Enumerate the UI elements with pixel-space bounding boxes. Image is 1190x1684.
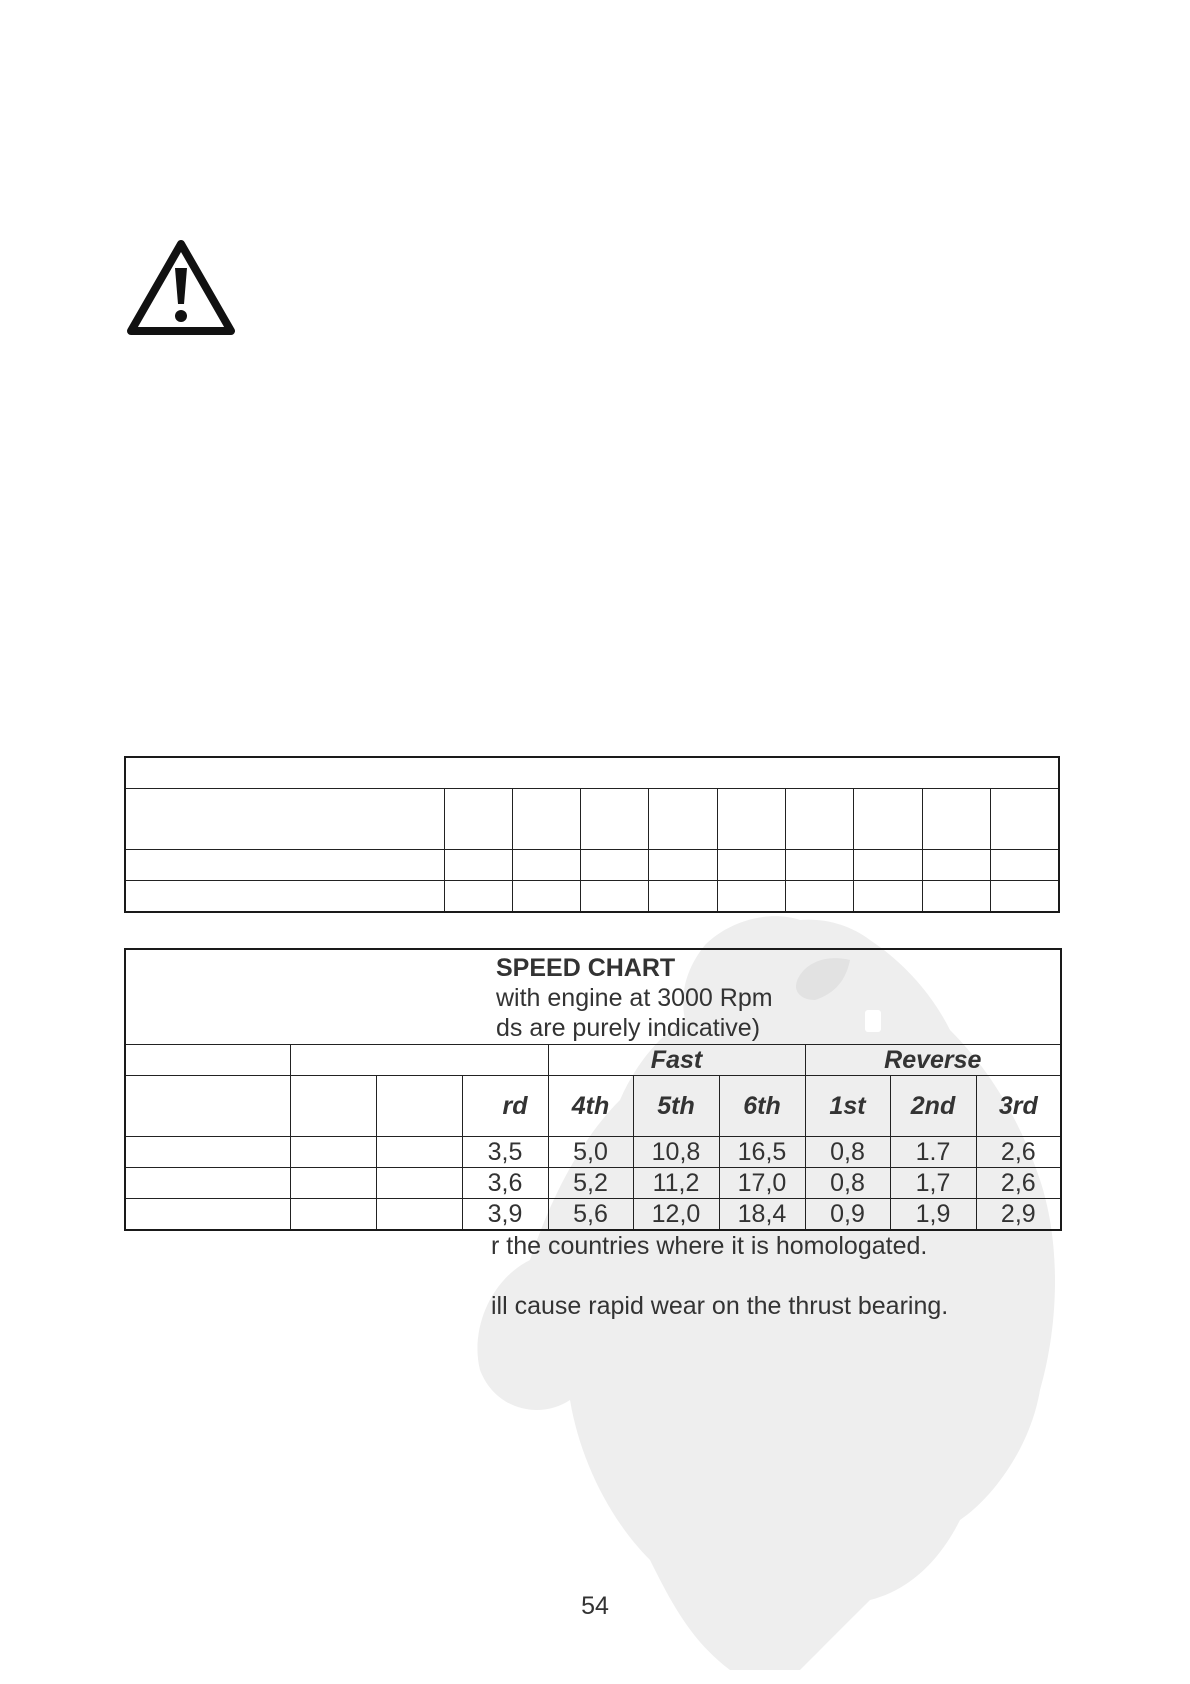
speed-cell: 3,6 bbox=[462, 1168, 548, 1199]
table-cell bbox=[512, 881, 580, 913]
group-header-reverse: Reverse bbox=[805, 1045, 1061, 1076]
speed-cell: 11,2 bbox=[633, 1168, 719, 1199]
speed-chart-subtitle-2: ds are purely indicative) bbox=[496, 1014, 761, 1042]
empty-spec-table bbox=[124, 756, 1060, 913]
speed-cell: 18,4 bbox=[719, 1199, 805, 1231]
table-cell bbox=[444, 789, 512, 850]
speed-cell: 0,8 bbox=[805, 1137, 890, 1168]
speed-cell: 5,6 bbox=[548, 1199, 633, 1231]
table-cell bbox=[991, 881, 1059, 913]
table-cell bbox=[125, 1137, 290, 1168]
speed-cell: 2,9 bbox=[976, 1199, 1061, 1231]
table-cell bbox=[512, 850, 580, 881]
table-row bbox=[125, 1137, 1061, 1168]
table-cell bbox=[854, 850, 922, 881]
table-cell bbox=[649, 881, 717, 913]
note-thrust-bearing: ill cause rapid wear on the thrust bearing. bbox=[491, 1292, 949, 1320]
table-cell bbox=[717, 850, 785, 881]
gear-header: 6th bbox=[719, 1076, 805, 1137]
speed-cell: 0,8 bbox=[805, 1168, 890, 1199]
table-row bbox=[125, 1199, 1061, 1231]
speed-cell: 5,0 bbox=[548, 1137, 633, 1168]
table-cell bbox=[290, 1137, 376, 1168]
table-cell bbox=[581, 881, 649, 913]
table-cell bbox=[991, 789, 1059, 850]
table-cell bbox=[125, 881, 444, 913]
table-cell bbox=[125, 789, 444, 850]
table-cell bbox=[922, 881, 990, 913]
note-homologation: r the countries where it is homologated. bbox=[491, 1232, 928, 1260]
table-cell bbox=[649, 789, 717, 850]
table-cell bbox=[376, 1137, 462, 1168]
table-row bbox=[125, 1168, 1061, 1199]
table-cell bbox=[854, 881, 922, 913]
table-cell bbox=[581, 850, 649, 881]
table-cell bbox=[125, 757, 1059, 789]
speed-cell: 0,9 bbox=[805, 1199, 890, 1231]
table-cell bbox=[125, 1168, 290, 1199]
speed-cell: 17,0 bbox=[719, 1168, 805, 1199]
gear-header: 5th bbox=[633, 1076, 719, 1137]
gear-header: 3rd bbox=[976, 1076, 1061, 1137]
speed-cell: 2,6 bbox=[976, 1168, 1061, 1199]
table-cell bbox=[376, 1076, 462, 1137]
speed-chart-title: SPEED CHART bbox=[496, 954, 676, 982]
gear-header: 4th bbox=[548, 1076, 633, 1137]
speed-chart-header bbox=[125, 949, 1061, 1045]
table-cell bbox=[991, 850, 1059, 881]
speed-cell: 10,8 bbox=[633, 1137, 719, 1168]
table-cell bbox=[786, 789, 854, 850]
gear-header: 2nd bbox=[890, 1076, 976, 1137]
table-cell bbox=[125, 1199, 290, 1231]
table-cell bbox=[125, 1045, 290, 1076]
speed-cell: 1.7 bbox=[890, 1137, 976, 1168]
speed-cell: 3,9 bbox=[462, 1199, 548, 1231]
table-cell bbox=[581, 789, 649, 850]
table-cell bbox=[786, 881, 854, 913]
speed-cell: 3,5 bbox=[462, 1137, 548, 1168]
table-cell bbox=[376, 1168, 462, 1199]
table-cell bbox=[290, 1168, 376, 1199]
speed-cell: 12,0 bbox=[633, 1199, 719, 1231]
page-number: 54 bbox=[581, 1592, 609, 1620]
table-cell bbox=[444, 850, 512, 881]
table-cell bbox=[649, 850, 717, 881]
warning-triangle-icon bbox=[125, 238, 237, 338]
table-cell bbox=[376, 1199, 462, 1231]
table-cell bbox=[717, 789, 785, 850]
table-cell bbox=[444, 881, 512, 913]
table-cell bbox=[512, 789, 580, 850]
speed-cell: 1,9 bbox=[890, 1199, 976, 1231]
speed-chart-table bbox=[124, 948, 1062, 1231]
speed-cell: 1,7 bbox=[890, 1168, 976, 1199]
table-cell bbox=[717, 881, 785, 913]
table-cell bbox=[922, 789, 990, 850]
table-cell bbox=[786, 850, 854, 881]
table-cell bbox=[125, 850, 444, 881]
table-cell bbox=[854, 789, 922, 850]
table-cell bbox=[125, 1076, 290, 1137]
speed-chart-subtitle-1: with engine at 3000 Rpm bbox=[496, 984, 773, 1012]
speed-cell: 2,6 bbox=[976, 1137, 1061, 1168]
gear-header: rd bbox=[462, 1076, 548, 1137]
table-cell bbox=[922, 850, 990, 881]
group-header-fast: Fast bbox=[548, 1045, 805, 1076]
speed-cell: 16,5 bbox=[719, 1137, 805, 1168]
gear-header: 1st bbox=[805, 1076, 890, 1137]
table-cell bbox=[290, 1199, 376, 1231]
table-cell bbox=[290, 1076, 376, 1137]
speed-cell: 5,2 bbox=[548, 1168, 633, 1199]
table-cell bbox=[290, 1045, 548, 1076]
